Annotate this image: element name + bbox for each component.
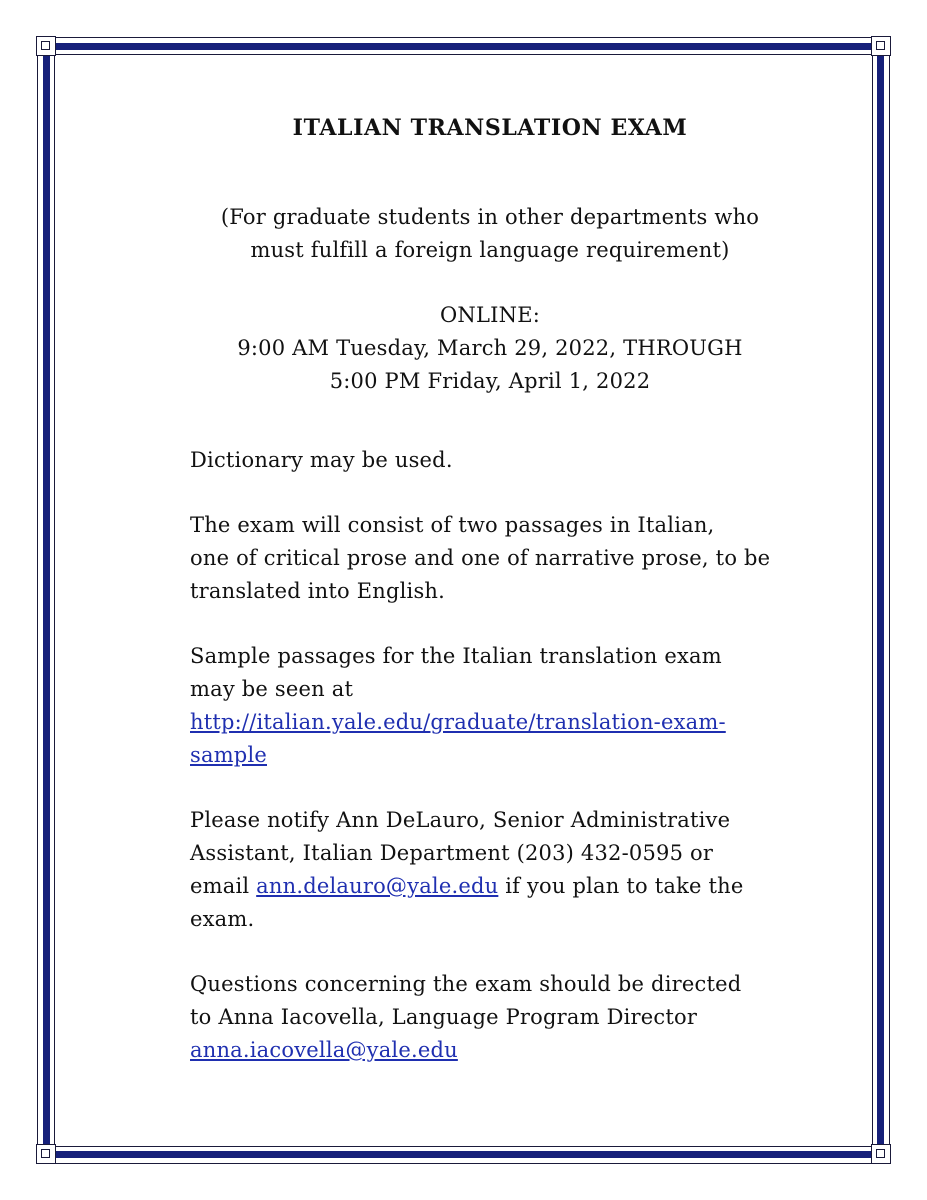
sample-passages-line-1: Sample passages for the Italian translation exam (190, 644, 722, 668)
border-corner-bottom-right (871, 1144, 891, 1164)
notify-line-1: Please notify Ann DeLauro, Senior Administrative (190, 808, 731, 832)
exam-mode: ONLINE: (439, 303, 540, 327)
page-title: ITALIAN TRANSLATION EXAM (292, 115, 688, 141)
exam-start: 9:00 AM Tuesday, March 29, 2022, THROUGH (237, 336, 743, 360)
sample-passages-line-2: may be seen at (190, 677, 354, 701)
exam-schedule (190, 299, 790, 398)
questions-line-1: Questions concerning the exam should be directed (190, 972, 742, 996)
notify-email-link[interactable]: ann.delauro@yale.edu (256, 874, 499, 898)
document-body (190, 100, 790, 1067)
questions-line-2: to Anna Iacovella, Language Program Director (190, 1005, 698, 1029)
notify-email-prefix: email (190, 874, 257, 898)
notify-email-suffix: if you plan to take the (498, 874, 744, 898)
exam-end: 5:00 PM Friday, April 1, 2022 (329, 369, 651, 393)
dictionary-note: Dictionary may be used. (190, 448, 453, 472)
notify-line-3 (190, 870, 790, 903)
exam-description-line-2: one of critical prose and one of narrative prose, to be (190, 546, 771, 570)
sample-passages (190, 640, 790, 772)
border-corner-bottom-left (36, 1144, 56, 1164)
border-corner-top-right (871, 36, 891, 56)
audience-note-line-2: must fulfill a foreign language requirement) (250, 238, 730, 262)
notify-line-4: exam. (190, 907, 255, 931)
sample-link-line-1[interactable]: http://italian.yale.edu/graduate/translation-exam- (190, 710, 726, 734)
questions-email-link[interactable]: anna.iacovella@yale.edu (190, 1038, 458, 1062)
audience-note-line-1: (For graduate students in other departments who (220, 205, 760, 229)
exam-description (190, 509, 790, 608)
border-corner-top-left (36, 36, 56, 56)
audience-note (190, 201, 790, 267)
notify-line-2: Assistant, Italian Department (203) 432-0595 or (190, 841, 714, 865)
sample-link-line-2[interactable]: sample (190, 743, 267, 767)
sample-passages-link[interactable] (190, 706, 790, 772)
exam-description-line-1: The exam will consist of two passages in Italian, (190, 513, 715, 537)
questions-contact (190, 968, 790, 1067)
exam-description-line-3: translated into English. (190, 579, 446, 603)
notify-contact (190, 804, 790, 936)
